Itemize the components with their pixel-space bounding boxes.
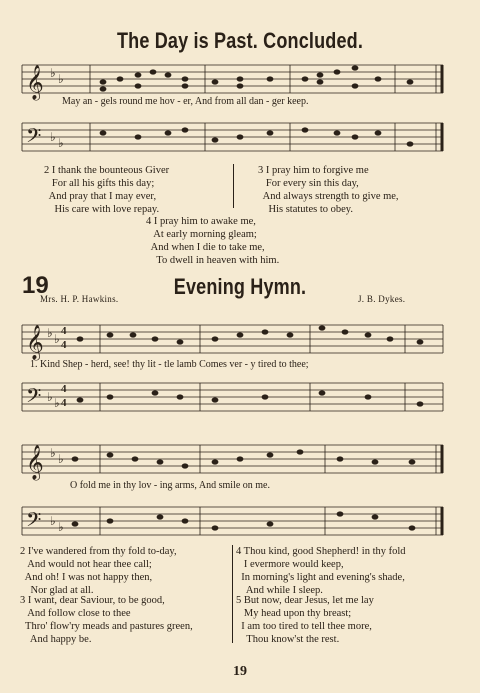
lyric-line-evening-2: O fold me in thy lov - ing arms, And smile on me. <box>70 480 270 491</box>
svg-text:♭: ♭ <box>50 66 56 80</box>
words-credit: Mrs. H. P. Hawkins. <box>40 294 119 304</box>
svg-text:♭: ♭ <box>58 72 64 86</box>
verse-2-evening: 2 I've wandered from thy fold to-day, And would not hear thee call; And oh! I was not happy then, Nor glad at all. <box>20 546 177 596</box>
svg-text:♭: ♭ <box>58 452 64 466</box>
verse-divider-2 <box>232 545 233 643</box>
svg-text:𝄢: 𝄢 <box>26 124 42 152</box>
verse-3-concluded: 3 I pray him to forgive me For every sin this day, And always strength to give me, His statutes to obey. <box>258 165 399 215</box>
verse-5-evening: 5 But now, dear Jesus, let me lay My head upon thy breast; I am too tired to tell thee more, Thou know'st the rest. <box>236 595 374 645</box>
music-credit: J. B. Dykes. <box>358 294 406 304</box>
verse-3-evening: 3 I want, dear Saviour, to be good, And follow close to thee Thro' flow'ry meads and pastures green, And happy be. <box>20 595 193 645</box>
svg-text:𝄞: 𝄞 <box>26 325 44 360</box>
treble-staff-3 <box>0 438 480 483</box>
svg-text:♭: ♭ <box>47 390 53 404</box>
svg-text:♭: ♭ <box>50 514 56 528</box>
svg-text:𝄢: 𝄢 <box>26 384 42 412</box>
svg-text:♭: ♭ <box>58 136 64 150</box>
bass-staff-1 <box>0 116 480 161</box>
hymn-title-concluded: The Day is Past. Concluded. <box>116 28 364 53</box>
lyric-line-concluded: May an - gels round me hov - er, And from all dan - ger keep. <box>62 96 309 107</box>
svg-text:♭: ♭ <box>47 326 53 340</box>
svg-text:𝄢: 𝄢 <box>26 508 42 536</box>
page-number: 19 <box>233 664 247 679</box>
svg-text:♭: ♭ <box>50 130 56 144</box>
svg-text:4: 4 <box>61 325 67 337</box>
verse-4-concluded: 4 I pray him to awake me, At early morning gleam; And when I die to take me, To dwell in heaven with him. <box>146 216 280 266</box>
svg-text:♭: ♭ <box>50 446 56 460</box>
svg-text:♭: ♭ <box>54 396 60 410</box>
verse-2-concluded: 2 I thank the bounteous Giver For all his gifts this day; And pray that I may ever, His care with love repay. <box>44 165 170 215</box>
svg-text:4: 4 <box>61 397 67 409</box>
verse-4-evening: 4 Thou kind, good Shepherd! in thy fold I evermore would keep, In morning's light and evening's shade, And while I sleep. <box>236 546 406 596</box>
svg-text:4: 4 <box>61 339 67 351</box>
svg-text:4: 4 <box>61 383 67 395</box>
notes-staff-1 <box>100 65 414 91</box>
svg-text:𝄞: 𝄞 <box>26 65 44 100</box>
bass-staff-3 <box>0 500 480 545</box>
svg-text:𝄞: 𝄞 <box>26 445 44 480</box>
verse-divider <box>233 164 234 208</box>
treble-staff-2 <box>0 318 480 363</box>
svg-text:♭: ♭ <box>54 332 60 346</box>
hymn-title-evening: Evening Hymn. <box>173 274 307 299</box>
bass-staff-2 <box>0 376 480 421</box>
lyric-line-evening-1: 1. Kind Shep - herd, see! thy lit - tle lamb Comes ver - y tired to thee; <box>30 359 309 370</box>
svg-text:♭: ♭ <box>58 520 64 534</box>
hymn-number: 19 <box>22 272 49 299</box>
